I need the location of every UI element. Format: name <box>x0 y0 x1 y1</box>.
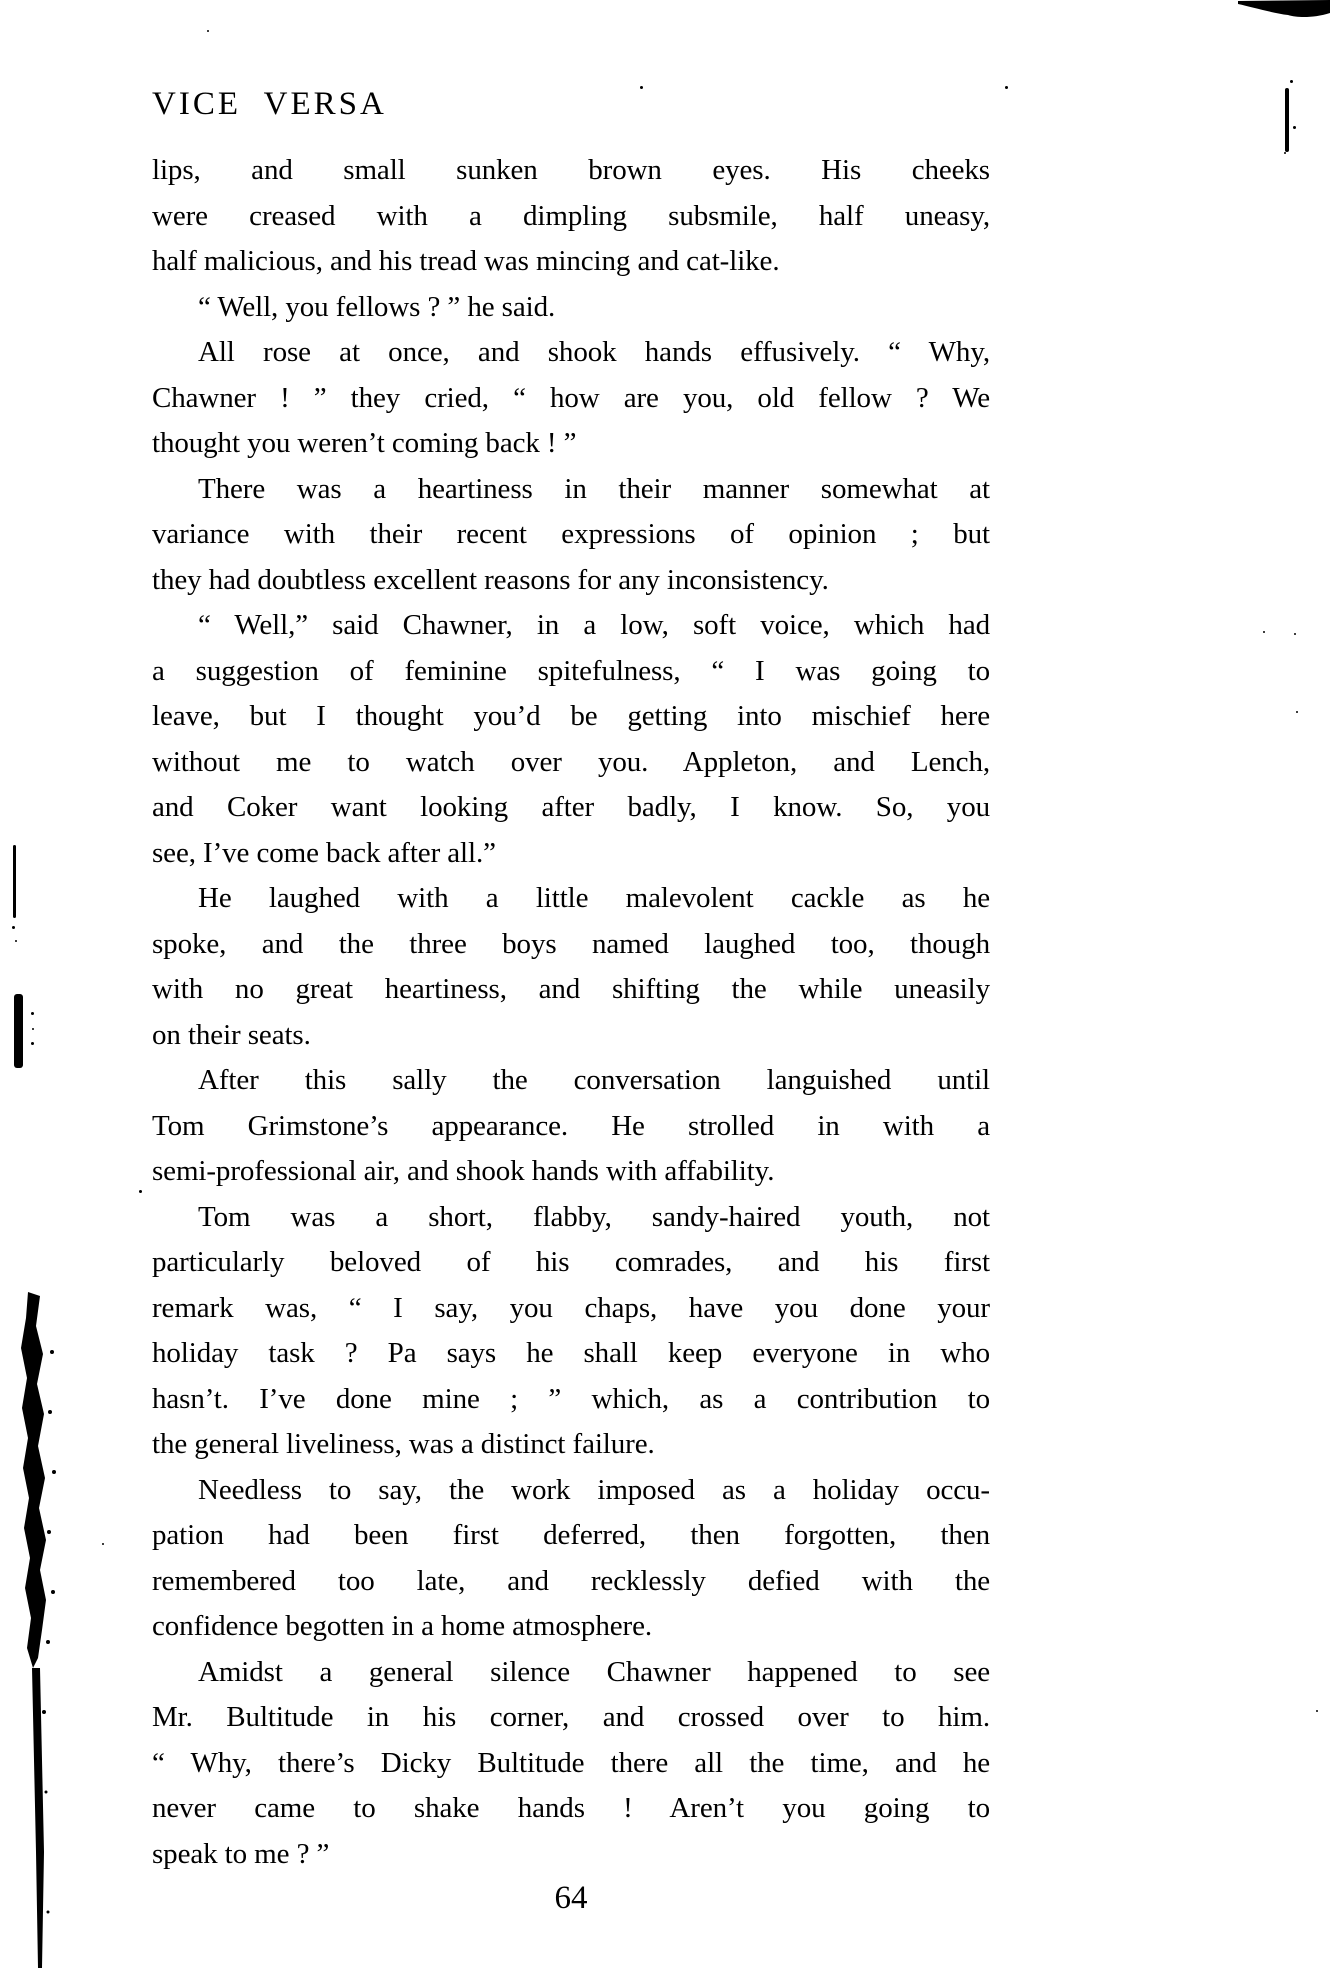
text-line: the general liveliness, was a distinct failure. <box>152 1428 655 1460</box>
ink-speck <box>1296 711 1298 713</box>
text-line: particularly beloved of his comrades, and his first <box>152 1246 990 1278</box>
text-line: “ Well, you fellows ? ” he said. <box>198 290 556 323</box>
ink-speck <box>207 30 209 32</box>
text-line: spoke, and the three boys named laughed too, though <box>152 927 990 960</box>
text-line: Amidst a general silence Chawner happened to see <box>198 1655 990 1688</box>
text-line: variance with their recent expressions of opinion ; but <box>152 518 990 550</box>
text-line: hasn’t. I’ve done mine ; ” which, as a contribution to <box>152 1382 990 1415</box>
ink-speck <box>1294 633 1296 635</box>
text-line: Chawner ! ” they cried, “ how are you, old fellow ? We <box>152 381 990 414</box>
ink-speck <box>1293 126 1296 129</box>
text-line: leave, but I thought you’d be getting into mischief here <box>152 700 990 732</box>
text-line: speak to me ? ” <box>152 1837 330 1870</box>
text-line: they had doubtless excellent reasons for any inconsistency. <box>152 563 829 596</box>
running-header: VICE VERSA <box>152 86 387 122</box>
text-line: Mr. Bultitude in his corner, and crossed over to him. <box>152 1701 990 1733</box>
text-line: with no great heartiness, and shifting the while uneasily <box>152 973 990 1005</box>
scan-mark-right-margin <box>1285 88 1289 152</box>
ink-speck <box>31 1012 34 1015</box>
page-text <box>152 148 990 1877</box>
ink-speck <box>1284 152 1286 154</box>
ink-speck <box>1005 86 1008 89</box>
text-line: remembered too late, and recklessly defied with the <box>152 1564 990 1597</box>
ink-speck <box>31 1042 34 1045</box>
ink-streak-left-edge-icon <box>0 1292 70 1968</box>
text-line: “ Why, there’s Dicky Bultitude there all the time, and he <box>152 1746 990 1779</box>
text-line: lips, and small sunken brown eyes. His cheeks <box>152 154 990 186</box>
text-line: Tom Grimstone’s appearance. He strolled in with a <box>152 1109 990 1142</box>
text-line: never came to shake hands ! Aren’t you going to <box>152 1792 990 1824</box>
ink-speck <box>1316 1710 1318 1712</box>
text-line: semi-professional air, and shook hands with affability. <box>152 1155 775 1187</box>
text-line: and Coker want looking after badly, I know. So, you <box>152 791 990 823</box>
text-line: confidence begotten in a home atmosphere. <box>152 1610 652 1642</box>
text-line: After this sally the conversation languished until <box>198 1064 990 1096</box>
text-line: half malicious, and his tread was mincing and cat-like. <box>152 245 780 277</box>
text-line: a suggestion of feminine spitefulness, “ I was going to <box>152 654 990 687</box>
text-line: There was a heartiness in their manner somewhat at <box>198 472 990 505</box>
text-line: “ Well,” said Chawner, in a low, soft voice, which had <box>198 609 990 641</box>
scan-smudge-top-right-icon <box>1238 0 1330 20</box>
ink-speck <box>32 1028 34 1030</box>
scan-mark-left-margin-thin <box>13 845 16 918</box>
text-line: Needless to say, the work imposed as a holiday occu- <box>198 1473 990 1506</box>
ink-speck <box>640 86 643 89</box>
text-line: pation had been first deferred, then forgotten, then <box>152 1519 990 1551</box>
text-line: thought you weren’t coming back ! ” <box>152 427 577 459</box>
text-line: see, I’ve come back after all.” <box>152 836 496 869</box>
text-line: on their seats. <box>152 1018 311 1051</box>
ink-speck <box>15 940 17 942</box>
text-line: Tom was a short, flabby, sandy-haired youth, not <box>198 1200 990 1233</box>
ink-speck <box>1290 80 1293 83</box>
ink-speck <box>102 1543 104 1545</box>
page-number: 64 <box>554 1880 588 1916</box>
text-line: without me to watch over you. Appleton, and Lench, <box>152 745 990 778</box>
text-line: were creased with a dimpling subsmile, half uneasy, <box>152 199 990 232</box>
ink-speck <box>12 926 15 929</box>
text-line: holiday task ? Pa says he shall keep everyone in who <box>152 1337 990 1369</box>
text-line: All rose at once, and shook hands effusively. “ Why, <box>198 336 990 368</box>
ink-speck <box>1263 631 1265 633</box>
text-line: He laughed with a little malevolent cackle as he <box>198 882 990 914</box>
text-line: remark was, “ I say, you chaps, have you done your <box>152 1291 990 1324</box>
scan-mark-left-margin-thick <box>14 994 23 1068</box>
ink-speck <box>139 1190 142 1193</box>
